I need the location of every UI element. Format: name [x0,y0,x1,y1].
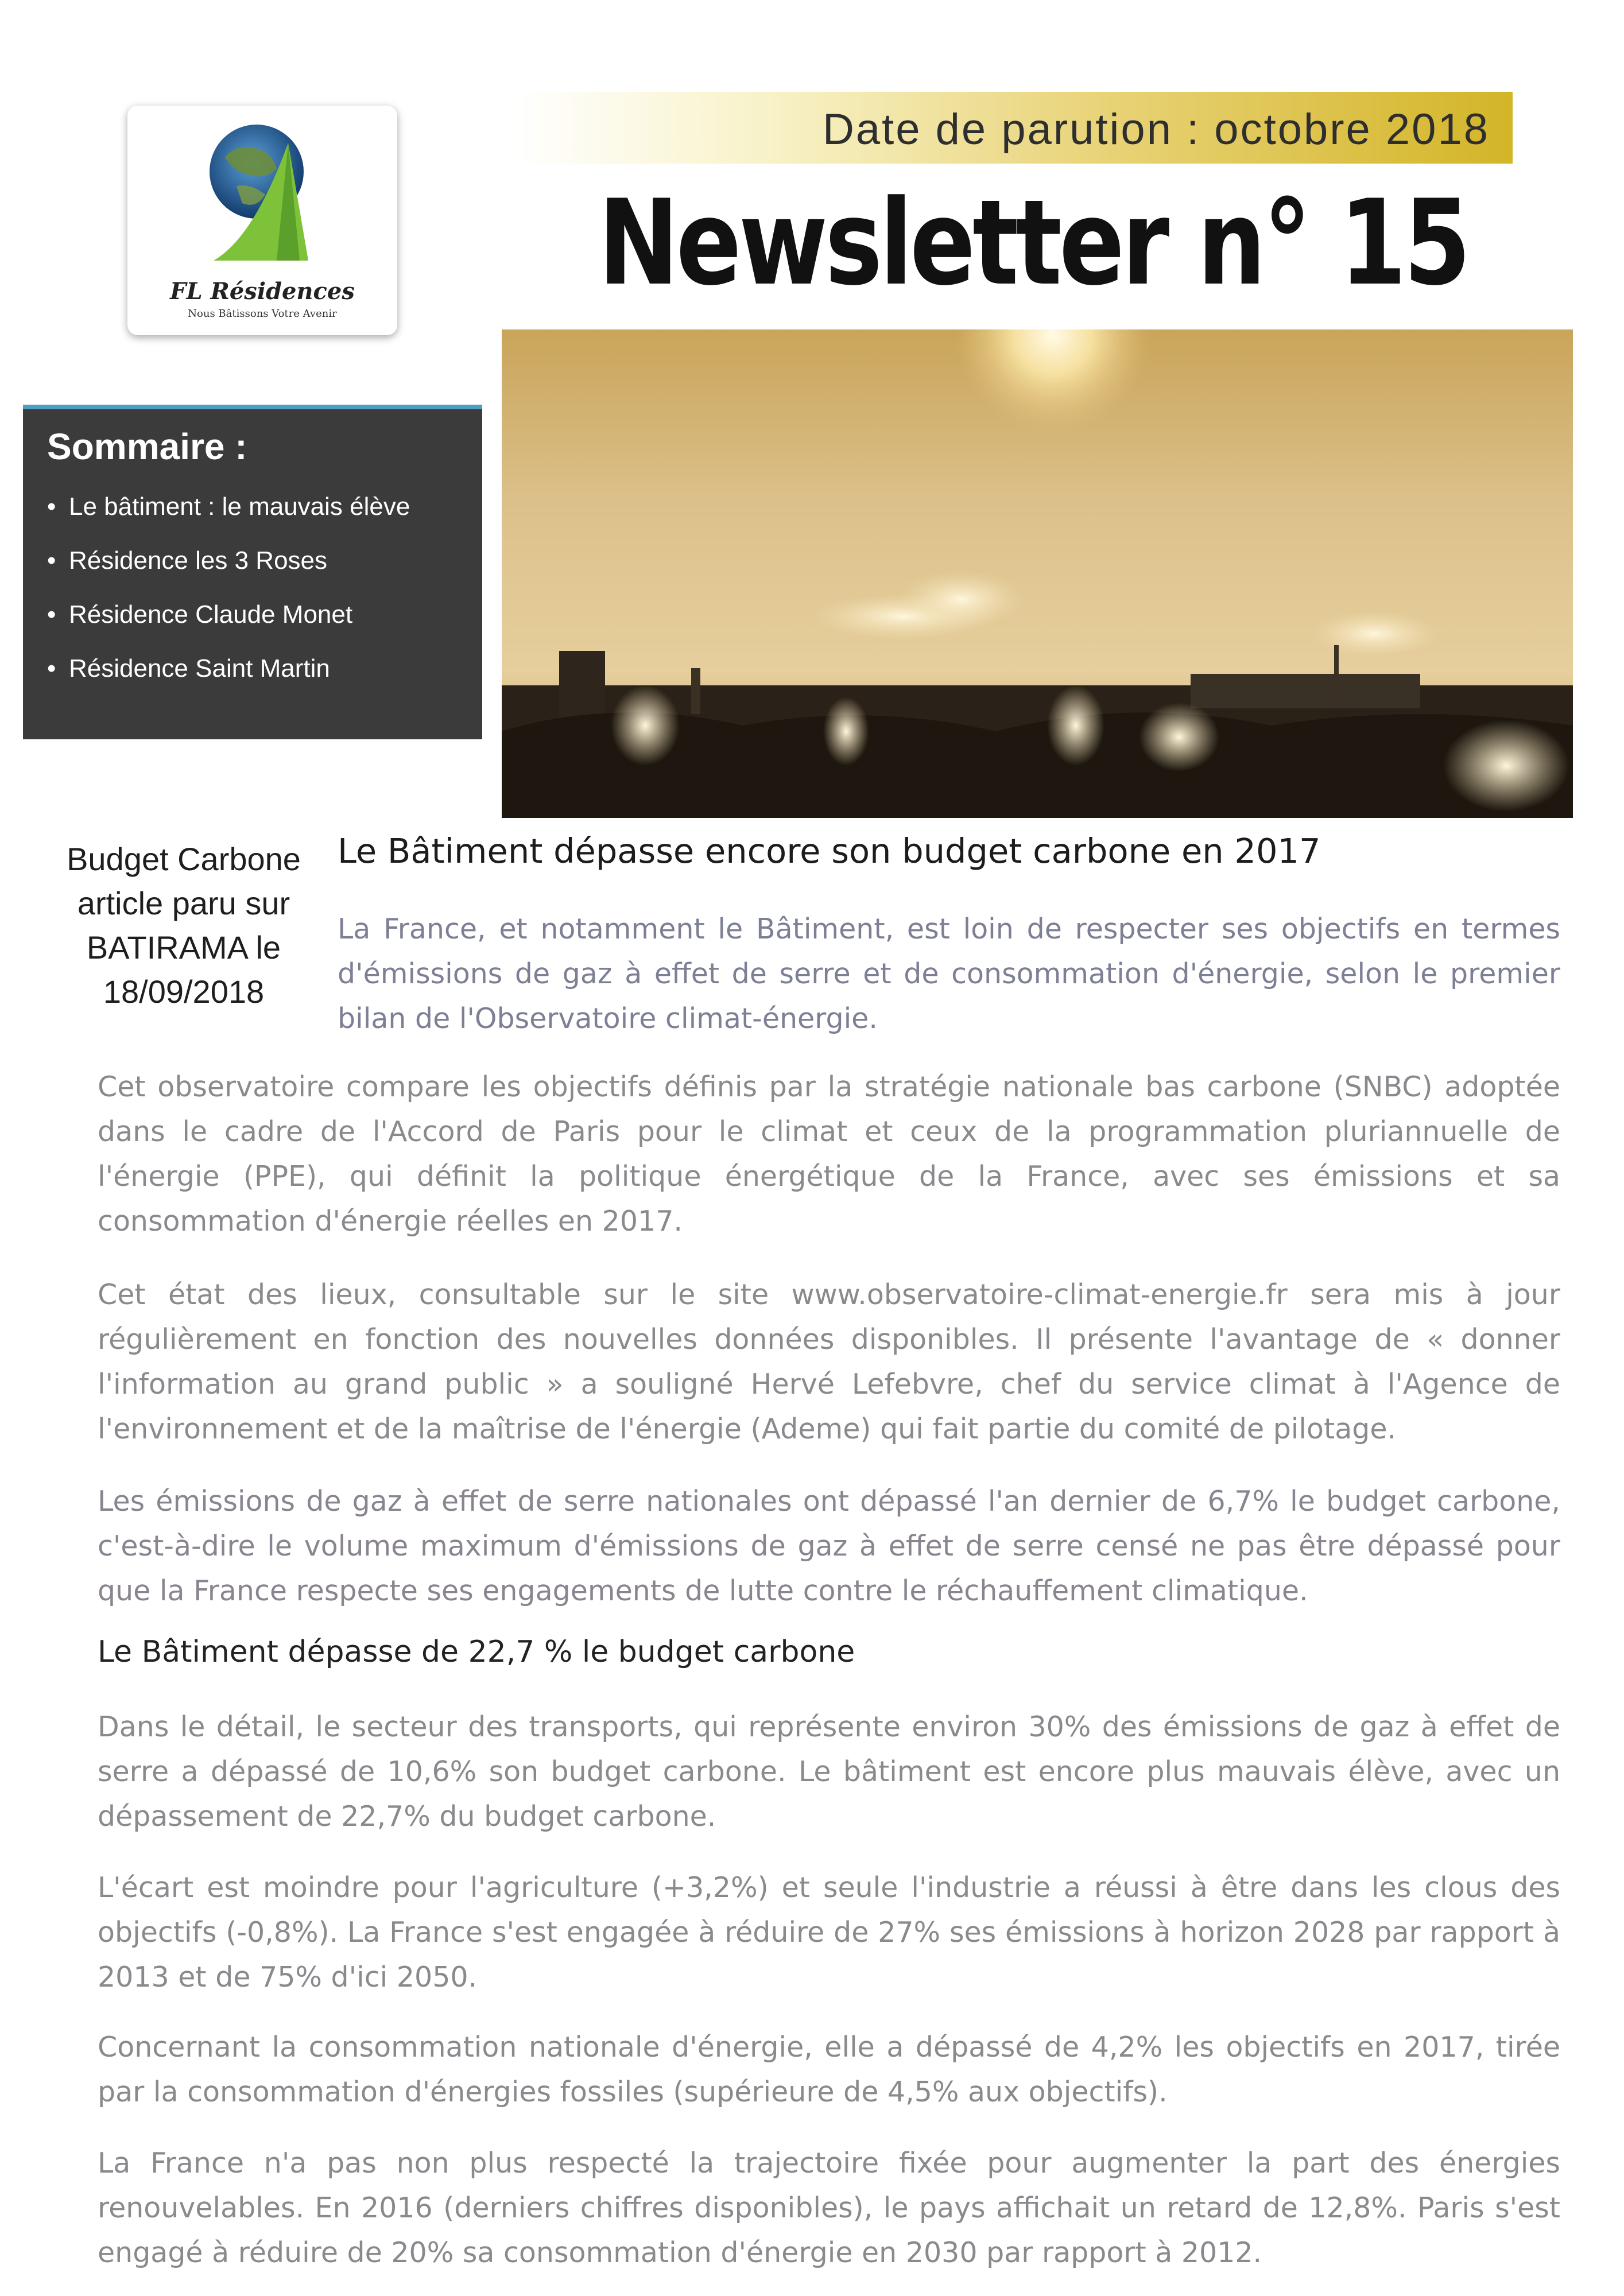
sommaire-title: Sommaire : [47,426,247,467]
article-paragraph: La France, et notamment le Bâtiment, est loin de respecter ses objectifs en termes d'émissions de gaz à effet de serre et de consommation d'énergie, selon le premier bilan de l'Observatoire climat-énergie. [338,913,1560,1035]
article-title: Le Bâtiment dépasse encore son budget carbone en 2017 [338,831,1321,871]
sommaire-list [47,490,410,705]
article-paragraph: Concernant la consommation nationale d'énergie, elle a dépassé de 4,2% les objectifs en 2017, tirée par la consommation d'énergies fossiles (supérieure de 4,5% aux objectifs). [98,2031,1560,2108]
article-paragraph: Cet état des lieux, consultable sur le site www.observatoire-climat-energie.fr sera mis à jour régulièrement en fonction des nouvelles données disponibles. Il présente l'avantage de « donner l'information au grand public » a souligné Hervé Lefebvre, chef du service climat à l'Agence de l'environnement et de la maîtrise de l'énergie (Ademe) qui fait partie du comité de pilotage. [98,1278,1560,1445]
article-paragraph: Dans le détail, le secteur des transports, qui représente environ 30% des émissions de gaz à effet de serre a dépassé de 10,6% son budget carbone. Le bâtiment est encore plus mauvais élève, avec un dépassement de 22,7% du budget carbone. [98,1711,1560,1833]
logo-name: FL Résidences [170,278,355,305]
sommaire-item[interactable]: • Le bâtiment : le mauvais élève [47,492,410,521]
article-paragraph: L'écart est moindre pour l'agriculture (+3,2%) et seule l'industrie a réussi à être dans les clous des objectifs (-0,8%). La France s'est engagée à réduire de 27% ses émissions à horizon 2028 par rapport à 2013 et de 75% d'ici 2050. [98,1871,1560,1994]
logo-tagline: Nous Bâtissons Votre Avenir [188,308,337,320]
article-paragraph: Les émissions de gaz à effet de serre nationales ont dépassé l'an dernier de 6,7% le budget carbone, c'est-à-dire le volume maximum d'émissions de gaz à effet de serre censé ne pas être dépassé pour que la France respecte ses engagements de lutte contre le réchauffement climatique. [98,1485,1560,1607]
article-source-note: Budget Carbone article paru sur BATIRAMA le 18/09/2018 [67,841,301,1010]
article-paragraph: La France n'a pas non plus respecté la trajectoire fixée pour augmenter la part des énergies renouvelables. En 2016 (derniers chiffres disponibles), le pays affichait un retard de 12,8%. Paris s'est engagé à réduire de 20% sa consommation d'énergie en 2030 par rapport à 2012. [98,2147,1560,2269]
newsletter-title: Newsletter n° 15 [598,175,1468,312]
publication-date: Date de parution : octobre 2018 [823,105,1490,154]
sommaire-item[interactable]: • Résidence Claude Monet [47,600,353,629]
globe-icon [202,117,323,272]
date-banner [517,92,1513,164]
sommaire-panel [23,405,482,739]
industrial-sunset-photo [502,329,1573,818]
article-subheading: Le Bâtiment dépasse de 22,7 % le budget carbone [98,1635,855,1669]
company-logo [127,106,397,335]
sommaire-item[interactable]: • Résidence Saint Martin [47,654,330,682]
article-paragraph: Cet observatoire compare les objectifs définis par la stratégie nationale bas carbone (SNBC) adoptée dans le cadre de l'Accord de Paris pour le climat et ceux de la programmation pluriannuelle de l'énergie (PPE), qui définit la politique énergétique de la France, avec ses émissions et sa consommation d'énergie réelles en 2017. [98,1071,1560,1238]
sommaire-item[interactable]: • Résidence les 3 Roses [47,546,328,575]
photo-illustration [502,329,1573,818]
